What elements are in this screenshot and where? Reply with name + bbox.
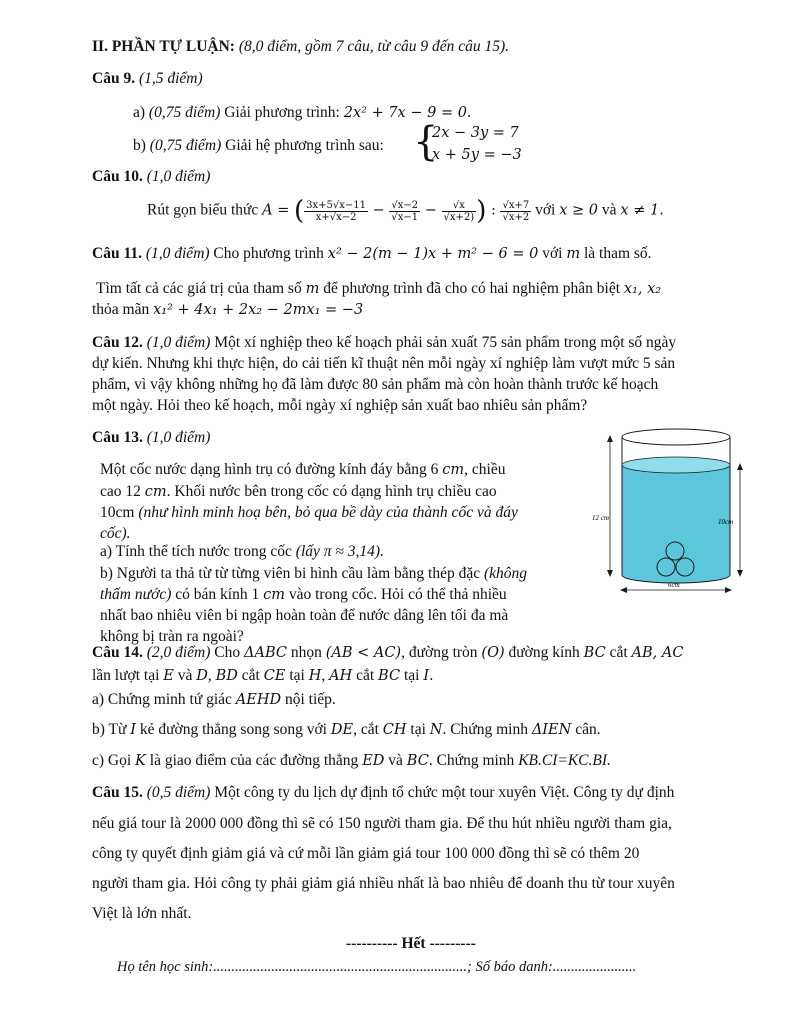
q14-part-b: b) Từ I kẻ đường thẳng song song với DE, cắt CH tại N. Chứng minh ΔIEN cân. [92,721,601,738]
q10-label: Câu 10. [92,168,143,185]
q15-line-4: người tham gia. Hỏi công ty phải giảm giá nhiều nhất là bao nhiêu để doanh thu từ tour xuyên [92,875,675,892]
water-height-label: 10cm [718,518,734,526]
q9-points: (1,5 điểm) [138,70,203,87]
q10-fraction-2: $\frac{√x-2}{√x-1}$ [391,199,419,223]
glass-rim [622,429,730,445]
q9b-eq2: x + 5y = −3 [432,147,522,163]
part-subtitle: (8,0 điểm, gồm 7 câu, từ câu 9 đến câu 15). [238,38,510,55]
arrow-down-icon [607,570,613,577]
arrow-right-icon [725,587,732,593]
q9a-equation: 2x² + 7x − 9 = 0. [343,105,472,121]
q15-line-3: công ty quyết định giảm giá và cứ mỗi lần giảm giá tour 100 000 đồng thì sẽ có thêm 20 [92,845,640,862]
q14-part-a: a) Chứng minh tứ giác AEHD nội tiếp. [92,691,336,708]
water-surface [622,457,730,473]
q14-line-2: lần lượt tại E và D, BD cắt CE tại H, AH cắt BC tại I. [92,667,434,684]
q10-heading [92,167,210,186]
q14-label: Câu 14. [92,644,143,661]
q10-fraction-4: $\frac{√x+7}{√x+2}$ [502,199,530,223]
diameter-label: 6cm [668,581,680,589]
student-id-label: Số báo danh: [475,959,553,975]
q12-line-3: phẩm, vì vậy không những họ đã làm được 80 sản phẩm mà còn hoàn thành trước kế hoạch [92,376,659,393]
q12-line-1: Câu 12. (1,0 điểm) Một xí nghiệp theo kế hoạch phải sản xuất 75 sản phẩm trong một số ngày [92,334,677,351]
end-marker: ---------- Hết --------- [346,935,476,952]
arrow-down-icon [737,570,743,577]
q10-points: (1,0 điểm) [146,168,211,185]
q9b-eq1: 2x − 3y = 7 [432,125,519,141]
q11-line-2: Tìm tất cả các giá trị của tham số m để phương trình đã cho có hai nghiệm phân biệt x₁, x₂ [96,280,662,297]
q14-line-1: Câu 14. (2,0 điểm) Cho ΔABC nhọn (AB < AC), đường tròn (O) đường kính BC cắt AB, AC [92,644,684,661]
q11-label: Câu 11. [92,245,142,262]
q15-line-2: nếu giá tour là 2000 000 đồng thì sẽ có 150 người tham gia. Để thu hút nhiều người tham gia, [92,815,672,832]
q13-part-b-4: không bị tràn ra ngoài? [100,628,244,645]
student-name-dots: ...................................................................... [213,959,467,975]
q13-part-b-1: b) Người ta thả từ từ từng viên bi hình cầu làm bằng thép đặc (không [100,565,528,582]
student-name-label: Họ tên học sinh: [117,959,214,975]
q13-points: (1,0 điểm) [146,429,211,446]
marble-icon [676,558,694,576]
q14-part-c: c) Gọi K là giao điểm của các đường thẳng ED và BC. Chứng minh KB.CI=KC.BI. [92,752,611,769]
arrow-up-icon [737,463,743,470]
q12-line-2: dự kiến. Nhưng khi thực hiện, do cải tiến kĩ thuật nên mỗi ngày xí nghiệp làm vượt mức 5 sản [92,355,676,372]
q13-line-4: cốc). [100,525,131,542]
arrow-up-icon [607,435,613,442]
q11-line-3: thỏa mãn x₁² + 4x₁ + 2x₂ − 2mx₁ = −3 [92,301,364,318]
q10-fraction-3: $\frac{√x}{√x+2)}$ [443,199,475,223]
q9-part-a: a) (0,75 điểm) Giải phương trình: 2x² + 7x − 9 = 0. [133,104,472,121]
q12-points: (1,0 điểm) [146,334,211,351]
q13-line-2: cao 12 cm. Khối nước bên trong cốc có dạng hình trụ chiều cao [100,483,497,500]
q15-line-1: Câu 15. (0,5 điểm) Một công ty du lịch dự định tổ chức một tour xuyên Việt. Công ty dự định [92,784,675,801]
q13-part-a: a) Tính thể tích nước trong cốc (lấy π ≈ 3,14). [100,543,384,560]
q13-line-3: 10cm (như hình minh hoạ bên, bỏ qua bề dày của thành cốc và đáy [100,504,518,521]
q13-part-b-2: thấm nước) có bán kính 1 cm vào trong cốc. Hỏi có thể thả nhiều [100,586,507,603]
marble-icon [666,542,684,560]
q15-points: (0,5 điểm) [146,784,211,801]
q12-line-4: một ngày. Hỏi theo kế hoạch, mỗi ngày xí nghiệp sản xuất bao nhiêu sản phẩm? [92,397,588,414]
q13-part-b-3: nhất bao nhiêu viên bi ngập hoàn toàn để nước dâng lên tối đa mà [100,607,509,624]
q13-label: Câu 13. [92,429,143,446]
marble-icon [657,558,675,576]
q11-line-1: Câu 11. (1,0 điểm) Cho phương trình x² − 2(m − 1)x + m² − 6 = 0 với m là tham số. [92,245,652,262]
part-title: II. PHẦN TỰ LUẬN: [92,38,235,55]
student-id-dots: ....................... [552,959,637,975]
q9-heading [92,69,203,88]
q11-points: (1,0 điểm) [145,245,210,262]
part-heading [92,37,509,56]
q9-label: Câu 9. [92,70,136,87]
cylinder-figure [588,425,763,600]
q13-heading [92,428,210,447]
q10-expression: Rút gọn biểu thức A = ( $\frac{3x+5√x-11}{x+√x-2}$ − $\frac{√x-2}{√x-1}$ − $\frac{√x}{√x+2)}$ ) : $\frac{√x+7}{√x+2}$ với x ≥ 0 và x ≠ 1. [147,196,664,226]
height-label: 12 cm [592,514,609,522]
q12-label: Câu 12. [92,334,143,351]
q10-fraction-1: $\frac{3x+5√x-11}{x+√x-2}$ [306,199,367,223]
q14-points: (2,0 điểm) [146,644,211,661]
arrow-left-icon [620,587,627,593]
q15-line-5: Việt là lớn nhất. [92,905,192,922]
footer-line: Họ tên học sinh:......................................................................; Số báo danh:....................... [117,959,637,975]
q13-line-1: Một cốc nước dạng hình trụ có đường kính đáy bằng 6 cm, chiều [100,461,506,478]
q9-part-b: b) (0,75 điểm) Giải hệ phương trình sau: [133,137,384,154]
q15-label: Câu 15. [92,784,143,801]
system-brace: { [413,119,439,165]
